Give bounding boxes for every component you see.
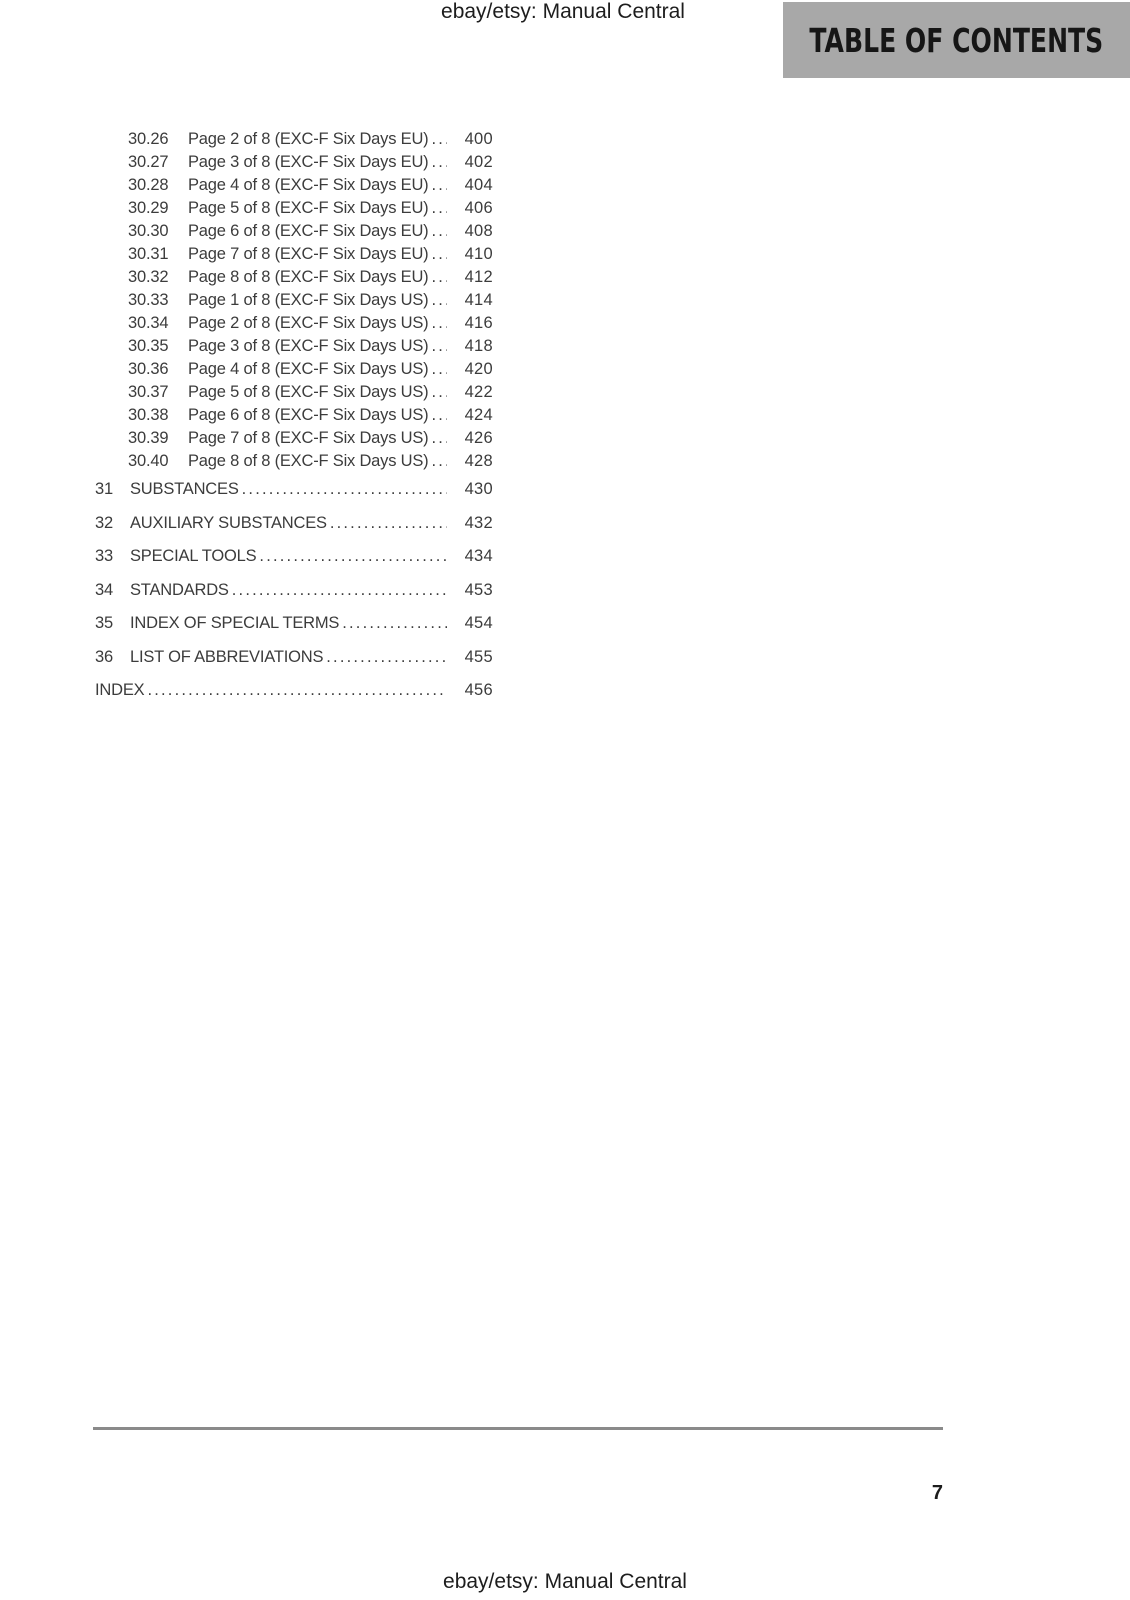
toc-leader-dots bbox=[431, 243, 447, 266]
toc-leader-dots bbox=[147, 674, 447, 708]
toc-leader-dots bbox=[431, 450, 447, 473]
toc-entry-number: 34 bbox=[95, 580, 113, 599]
toc-entry-label: Page 8 of 8 (EXC-F Six Days EU) bbox=[188, 268, 429, 286]
toc-entry-number: 32 bbox=[95, 513, 113, 532]
toc-entry bbox=[128, 312, 493, 335]
toc-entry-page: 410 bbox=[464, 245, 493, 263]
toc-entry-page: 408 bbox=[464, 222, 493, 240]
toc-entry-label: Page 3 of 8 (EXC-F Six Days US) bbox=[188, 337, 429, 355]
toc-leader-dots bbox=[431, 381, 447, 404]
toc-entry-label: STANDARDS bbox=[130, 580, 229, 599]
toc-entry-page: 400 bbox=[464, 130, 493, 148]
toc-entry bbox=[128, 220, 493, 243]
running-header: ebay/etsy: Manual Central bbox=[441, 0, 685, 23]
toc-entry-page: 432 bbox=[464, 513, 493, 532]
toc-leader-dots bbox=[431, 289, 447, 312]
toc-leader-dots bbox=[431, 266, 447, 289]
toc-entry-page: 418 bbox=[464, 337, 493, 355]
toc-entry-number: 30.30 bbox=[128, 222, 169, 240]
toc-entry-number: 30.26 bbox=[128, 130, 169, 148]
page-number: 7 bbox=[931, 1482, 943, 1504]
toc-entry-label: AUXILIARY SUBSTANCES bbox=[130, 513, 327, 532]
toc-entry-label: Page 1 of 8 (EXC-F Six Days US) bbox=[188, 291, 429, 309]
toc-entry-number: 30.29 bbox=[128, 199, 169, 217]
toc-entry-number: 30.31 bbox=[128, 245, 169, 263]
toc-subsection-list bbox=[95, 128, 493, 473]
table-of-contents-banner bbox=[783, 2, 1130, 78]
toc-entry-number: 36 bbox=[95, 647, 113, 666]
toc-leader-dots bbox=[431, 404, 447, 427]
toc-entry bbox=[95, 674, 493, 708]
toc-entry bbox=[95, 507, 493, 541]
footer-rule bbox=[93, 1427, 943, 1430]
toc-entry-number: 30.27 bbox=[128, 153, 169, 171]
toc-entry-number: 35 bbox=[95, 614, 113, 632]
toc-leader-dots bbox=[342, 607, 447, 641]
toc-entry bbox=[128, 266, 493, 289]
toc-entry-page: 402 bbox=[464, 153, 493, 171]
toc-entry-page: 416 bbox=[464, 314, 493, 332]
toc-entry-page: 454 bbox=[464, 614, 493, 632]
toc-entry bbox=[128, 358, 493, 381]
toc-entry-page: 420 bbox=[464, 360, 493, 378]
toc-entry bbox=[128, 335, 493, 358]
toc-entry bbox=[128, 174, 493, 197]
toc-entry-number: 30.35 bbox=[128, 337, 169, 355]
toc-entry-page: 434 bbox=[464, 547, 493, 565]
toc-entry-number: 30.36 bbox=[128, 360, 169, 378]
toc-leader-dots bbox=[431, 312, 447, 335]
toc-entry-number: 30.40 bbox=[128, 452, 169, 470]
toc-leader-dots bbox=[431, 151, 447, 174]
toc-entry-number: 30.37 bbox=[128, 383, 169, 401]
toc-entry-label: Page 8 of 8 (EXC-F Six Days US) bbox=[188, 452, 429, 470]
toc-leader-dots bbox=[431, 197, 447, 220]
toc-entry-label: Page 3 of 8 (EXC-F Six Days EU) bbox=[188, 153, 429, 171]
toc-entry-page: 424 bbox=[464, 406, 493, 424]
toc-entry-number: 30.39 bbox=[128, 429, 169, 447]
toc-entry-label: Page 7 of 8 (EXC-F Six Days US) bbox=[188, 429, 429, 447]
toc-entry-number: 30.34 bbox=[128, 314, 169, 332]
banner-title: TABLE OF CONTENTS bbox=[809, 20, 1104, 60]
toc-entry bbox=[128, 404, 493, 427]
toc-entry bbox=[95, 641, 493, 675]
toc-entry-label: Page 5 of 8 (EXC-F Six Days US) bbox=[188, 383, 429, 401]
toc-entry-page: 406 bbox=[464, 199, 493, 217]
toc-entry-number: 31 bbox=[95, 480, 113, 498]
toc-entry-number: 30.28 bbox=[128, 176, 169, 194]
toc-entry bbox=[128, 243, 493, 266]
toc-entry-page: 455 bbox=[464, 647, 493, 666]
toc-entry bbox=[128, 289, 493, 312]
toc-leader-dots bbox=[431, 128, 447, 151]
toc-leader-dots bbox=[431, 427, 447, 450]
toc-leader-dots bbox=[431, 358, 447, 381]
toc-entry bbox=[128, 427, 493, 450]
toc-leader-dots bbox=[431, 174, 447, 197]
toc-entry-label: INDEX OF SPECIAL TERMS bbox=[130, 614, 340, 632]
toc-entry-page: 426 bbox=[464, 429, 493, 447]
toc-entry bbox=[128, 381, 493, 404]
toc-leader-dots bbox=[259, 540, 447, 574]
toc-entry-page: 414 bbox=[464, 291, 493, 309]
toc bbox=[95, 128, 493, 708]
toc-entry-label: INDEX bbox=[95, 681, 145, 699]
toc-entry-page: 404 bbox=[464, 176, 493, 194]
toc-leader-dots bbox=[431, 220, 447, 243]
toc-entry-page: 453 bbox=[464, 580, 493, 599]
toc-entry bbox=[128, 197, 493, 220]
toc-entry-label: SPECIAL TOOLS bbox=[130, 547, 257, 565]
toc-entry bbox=[128, 450, 493, 473]
toc-entry-page: 456 bbox=[464, 681, 493, 699]
toc-entry-label: Page 7 of 8 (EXC-F Six Days EU) bbox=[188, 245, 429, 263]
running-footer: ebay/etsy: Manual Central bbox=[443, 1570, 687, 1593]
toc-entry-number: 30.33 bbox=[128, 291, 169, 309]
toc-entry-number: 33 bbox=[95, 547, 113, 565]
toc-leader-dots bbox=[232, 574, 447, 608]
toc-entry-number: 30.32 bbox=[128, 268, 169, 286]
toc-leader-dots bbox=[326, 641, 447, 675]
toc-leader-dots bbox=[431, 335, 447, 358]
toc-entry bbox=[95, 473, 493, 507]
toc-entry-label: SUBSTANCES bbox=[130, 480, 239, 498]
toc-entry bbox=[128, 151, 493, 174]
toc-entry-label: Page 6 of 8 (EXC-F Six Days EU) bbox=[188, 222, 429, 240]
toc-entry-label: Page 4 of 8 (EXC-F Six Days EU) bbox=[188, 176, 429, 194]
toc-entry-page: 428 bbox=[464, 452, 493, 470]
toc-entry-label: Page 6 of 8 (EXC-F Six Days US) bbox=[188, 406, 429, 424]
toc-leader-dots bbox=[330, 507, 447, 541]
toc-entry-page: 430 bbox=[464, 480, 493, 498]
toc-entry bbox=[95, 574, 493, 608]
toc-entry bbox=[128, 128, 493, 151]
toc-leader-dots bbox=[242, 473, 447, 507]
toc-entry-label: Page 4 of 8 (EXC-F Six Days US) bbox=[188, 360, 429, 378]
toc-section-list bbox=[95, 473, 493, 708]
toc-entry-page: 422 bbox=[464, 383, 493, 401]
toc-entry-number: 30.38 bbox=[128, 406, 169, 424]
toc-entry bbox=[95, 540, 493, 574]
toc-entry-label: Page 2 of 8 (EXC-F Six Days EU) bbox=[188, 130, 429, 148]
toc-entry-page: 412 bbox=[464, 268, 493, 286]
toc-entry-label: Page 5 of 8 (EXC-F Six Days EU) bbox=[188, 199, 429, 217]
toc-entry-label: Page 2 of 8 (EXC-F Six Days US) bbox=[188, 314, 429, 332]
toc-entry-label: LIST OF ABBREVIATIONS bbox=[130, 647, 324, 666]
toc-entry bbox=[95, 607, 493, 641]
